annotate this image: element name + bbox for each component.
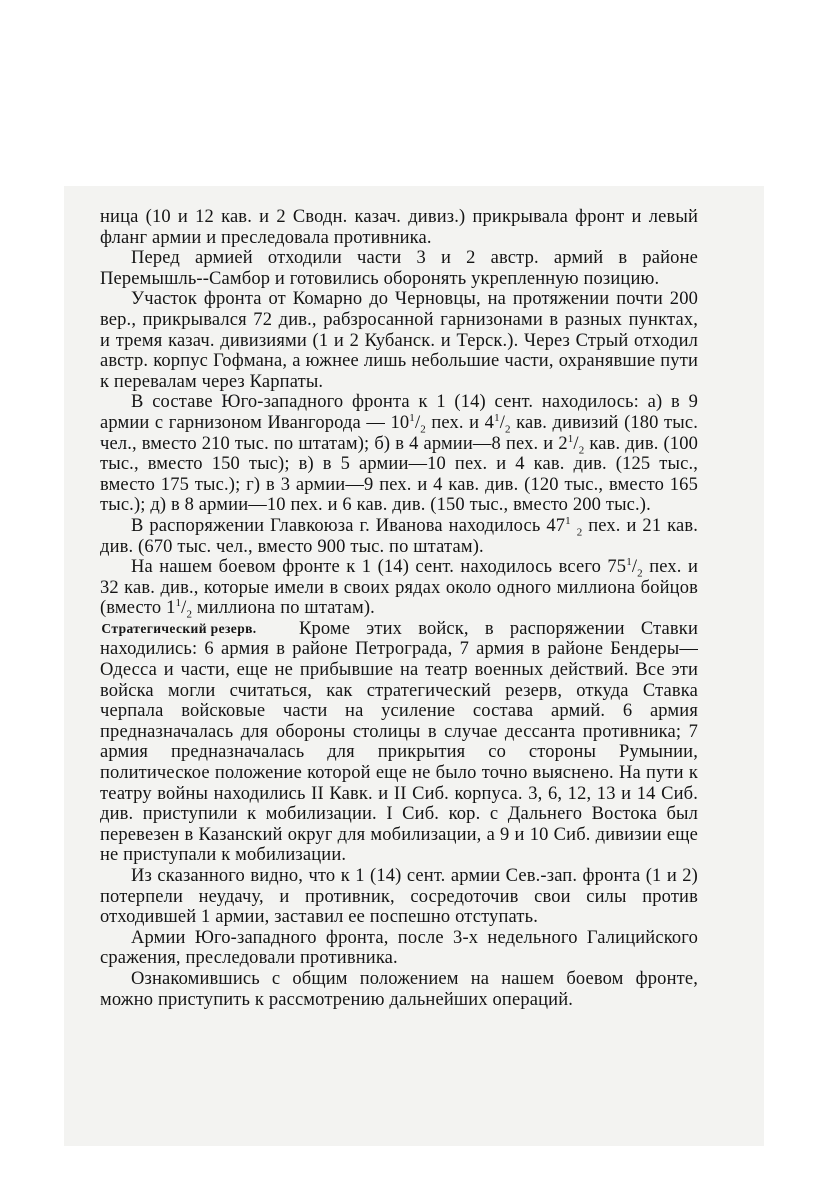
- paragraph-10: Ознакомившись с общим положением на нашем боевом фронте, можно приступить к рассмотрению дальнейших операций.: [100, 968, 698, 1010]
- paragraph-3: Участок фронта от Комарно до Черновцы, на протяжении почти 200 вер., прикрывался 72 див., рабзросанной гарнизонами в разных пунктах, и тремя казач. дивизиями (1 и 2 Кубанск. и Терск.). Через Стрый отходил австр. корпус Гофмана, а южнее лишь небольшие части, охранявшие пути к перевалам через Карпаты.: [100, 289, 698, 392]
- p6-part-b: пех. и 32 кав. див., которые имели в своих рядах около одного миллиона бойцов (вместо 1: [100, 557, 698, 619]
- fraction-den: 2: [637, 567, 643, 580]
- p6-part-c: миллиона по штатам).: [192, 598, 375, 619]
- margin-note-strategic-reserve: Стратегический резерв.: [101, 620, 257, 636]
- p4-part-d: кав. див. (100 тыс., вместо 150 тыс); в) в 5 армии—10 пех. и 4 кав. див. (125 тыс., вместо 175 тыс.); г) в 3 армии—9 пех. и 4 кав. див. (120 тыс., вместо 165 тыс.); д) в 8 армии—10 пех. и 6 кав. див. (150 тыс., вместо 200 тыс.).: [100, 433, 698, 516]
- paragraph-8: Из сказанного видно, что к 1 (14) сент. армии Сев.-зап. фронта (1 и 2) потерпели неудачу, и противник, сосредоточив свои силы против отходившей 1 армии, заставил ее поспешно отступать.: [100, 866, 698, 928]
- fraction-num: 1: [626, 555, 632, 568]
- paragraph-2: Перед армией отходили части 3 и 2 австр. армий в районе Перемышль--Самбор и готовились оборонять укрепленную позицию.: [100, 248, 698, 289]
- paragraph-5: [100, 516, 698, 557]
- fraction-num: 1: [175, 597, 182, 610]
- p7-text: Кроме этих войск, в распоряжении Ставки находились: 6 армия в районе Петрограда, 7 армия в районе Бендеры—Одесса и части, еще не прибывшие на театр военных действий. Все эти войска могли считаться, как стратегический резерв, откуда Ставка черпала войсковые части на усиление состава армий. 6 армия предназначалась для обороны столицы в случае дессанта противника; 7 армия предназначалась для прикрытия со стороны Румынии, политическое положение которой еще не было точно выяснено. На пути к театру войны находились II Кавк. и II Сиб. корпуса. 3, 6, 12, 13 и 14 Сиб. див. приступили к мобилизации. I Сиб. кор. с Дальнего Востока был перевезен в Казанский округ для мобилизации, а 9 и 10 Сиб. дивизии еще не приступали к мобилизации.: [100, 618, 698, 866]
- fraction-num: 1: [567, 432, 574, 445]
- p4-part-b: пех. и 4: [425, 412, 495, 433]
- paragraph-9: Армии Юго-западного фронта, после 3-х недельного Галицийского сражения, преследовали противника.: [100, 927, 698, 969]
- fraction-den: 2: [420, 423, 426, 436]
- paragraph-4: В составе Юго-западного фронта к 1 (14) сент. находилось: а) в 9 армии с гарнизоном Ивангорода — $10^1/_2$ пех. и $4^1/_2$ кав. дивизий (180 тыс. чел., вместо 210 тыс. по штатам); б) в 4 армии—8 пех. и $2^1/_2$ кав. див. (100 тыс., вместо 150 тыс); в) в 5 армии—10 пех. и 4 кав. див. (125 тыс., вместо 175 тыс.); г) в 3 армии—9 пех. и 4 кав. див. (120 тыс., вместо 165 тыс.); д) в 8 армии—10 пех. и 6 кав. див. (150 тыс., вместо 200 тыс.).: [100, 392, 698, 516]
- fraction-num: 1: [565, 514, 571, 527]
- fraction-den: 2: [576, 526, 583, 539]
- p4-part-a: В составе Юго-западного фронта к 1 (14) сент. находилось: а) в 9 армии с гарнизоном Ивангорода — 10: [100, 392, 698, 433]
- paragraph-6: На нашем боевом фронте к 1 (14) сент. находилось всего $75^1/_2$ пех. и 32 кав. див., которые имели в своих рядах около одного миллиона бойцов (вместо $1^1/_2$ миллиона по штатам).: [100, 555, 698, 621]
- body-text: [100, 207, 698, 1010]
- fraction-den: 2: [186, 608, 193, 621]
- p6-part-a: На нашем боевом фронте к 1 (14) сент. находилось всего 75: [131, 557, 627, 578]
- p5-part-b: пех. и 21 кав. див. (670 тыс. чел., вместо 900 тыс. по штатам).: [100, 515, 698, 557]
- paragraph-7: [100, 619, 698, 866]
- fraction-num: 1: [494, 411, 500, 424]
- paragraph-1: ница (10 и 12 кав. и 2 Сводн. казач. дивиз.) прикрывала фронт и левый фланг армии и преследовала противника.: [100, 207, 698, 248]
- p4-part-c: кав. дивизий (180 тыс. чел., вместо 210 тыс. по штатам); б) в 4 армии—8 пех. и 2: [100, 412, 698, 454]
- p5-part-a: В распоряжении Главкоюза г. Иванова находилось 47: [131, 515, 566, 536]
- fraction-den: 2: [578, 444, 585, 457]
- fraction-num: 1: [409, 411, 415, 424]
- fraction-den: 2: [505, 423, 511, 436]
